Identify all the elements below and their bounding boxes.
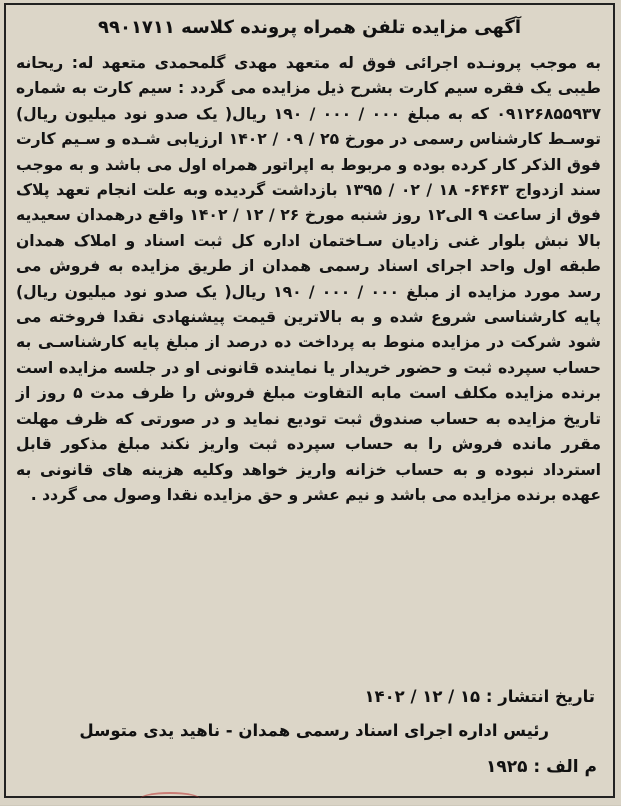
- notice-body-paragraph: به موجب پرونـده اجرائی فوق له متعهد مهدی گلمحمدی متعهد له: ریحانه طیبی یک فقره سیم کارت بشرح ذیل مزایده می گردد : سیم کارت به شماره ۰۹۱۲۶۸۵۵۹۳۷ که به مبلغ ۰۰۰ / ۰۰۰ / ۱۹۰ ریال( یک صدو نود میلیون ریال) توسـط کارشناس رسمی در مورخ ۲۵ / ۰۹ / ۱۴۰۲ ارزیابی شـده و سـیم کارت فوق الذکر کار کرده بوده و مربوط به اپراتور همراه اول می باشد و به موجب سند ازدواج ۶۴۶۳- ۱۸ / ۰۲ / ۱۳۹۵ بازداشت گردیده وبه علت انجام تعهد پلاک فوق از ساعت ۹ الی۱۲ روز شنبه مورخ ۲۶ / ۱۲ / ۱۴۰۲ واقع درهمدان سعیدیه بالا نبش بلوار غنی زادیان سـاختمان اداره کل ثبت اسناد و املاک همدان طبقه اول واحد اجرای اسناد رسمی همدان از طریق مزایده به فروش می رسد مورد مزایده از مبلغ ۰۰۰ / ۰۰۰ / ۱۹۰ ریال( یک صدو نود میلیون ریال) پایه کارشناسی شروع شده و به بالاترین قیمت پیشنهادی نقدا فروخته می شود شرکت در مزایده منوط به پرداخت ده درصد از مبلغ پایه کارشناسـی به حساب سپرده ثبت و حضور خریدار یا نماینده قانونی او در جلسه مزایده است برنده مزایده مکلف است مابه التفاوت مبلغ فروش را ظرف مدت ۵ روز از تاریخ مزایده به حساب صندوق ثبت تودیع نماید و در صورتی که ظرف مهلت مقرر مانده فروش را به حساب سپرده ثبت واریز نکند مبلغ مذکور قابل استرداد نبوده و به حساب خزانه واریز خواهد وکلیه هزینه های قانونی به عهده برنده مزایده می باشد و نیم عشر و حق مزایده نقدا وصول می گردد .: [16, 54, 602, 504]
- auction-notice: [4, 3, 615, 798]
- scan-artifact: [140, 792, 200, 806]
- notice-title: آگهی مزایده تلفن همراه پرونده کلاسه ۹۹۰۱۷۱۱: [97, 17, 521, 38]
- notice-body: [16, 51, 601, 508]
- reference-number: م الف : ۱۹۲۵: [486, 757, 597, 777]
- publish-date: تاریخ انتشار : ۱۵ / ۱۲ / ۱۴۰۲: [364, 687, 595, 706]
- signature-line: رئیس اداره اجرای اسناد رسمی همدان - ناهید یدی متوسل: [79, 721, 549, 740]
